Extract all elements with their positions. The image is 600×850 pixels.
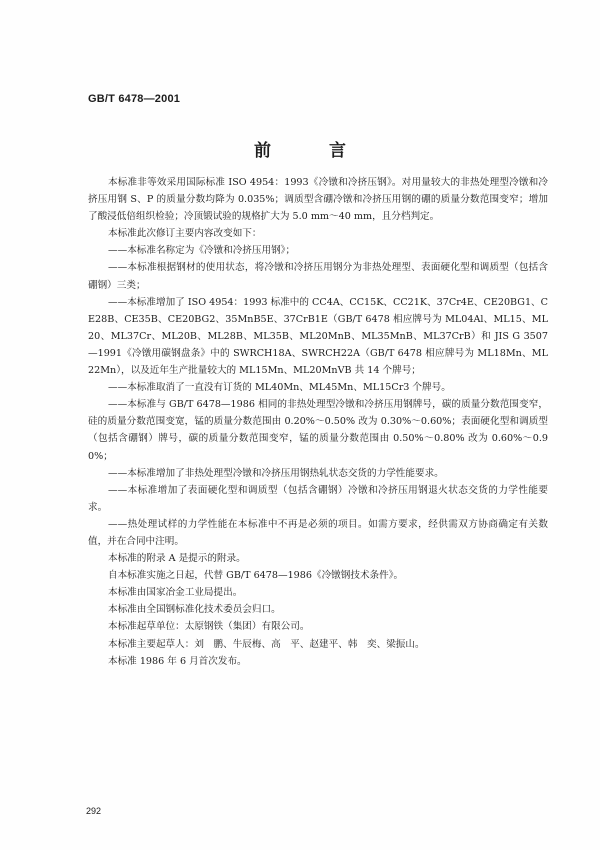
paragraph-item-added-grades: ——本标准增加了 ISO 4954：1993 标准中的 CC4A、CC15K、CC21K、37Cr4E、CE20BG1、CE28B、CE35B、CE20BG2、35MnB5E、37CrB1E（GB/T 6478 相应牌号为 ML04Al、ML15、ML20、ML37Cr、ML20B、ML28B、ML35B、ML20MnB、ML35MnB、ML37CrB）和 JIS G 3507—1991《冷镦用碳钢盘条》中的 SWRCH18A、SWRCH22A（GB/T 6478 相应牌号为 ML18Mn、ML22Mn），以及近年生产批量较大的 ML15Mn、ML20MnVB 共 14 个牌号； [88, 296, 548, 377]
foreword-body [88, 174, 548, 670]
paragraph-annex: 本标准的附录 A 是提示的附录。 [108, 553, 246, 565]
paragraph-drafters: 本标准主要起草人：刘 鹏、牛辰梅、高 平、赵建平、韩 奕、梁振山。 [108, 638, 425, 650]
paragraph-centralized-by: 本标准由全国钢标准化技术委员会归口。 [108, 604, 281, 616]
paragraph-drafting-unit: 本标准起草单位：太原钢铁（集团）有限公司。 [108, 621, 310, 633]
paragraph-item-composition: ——本标准与 GB/T 6478—1986 相同的非热处理型冷镦和冷挤压用钢牌号，碳的质量分数范围变窄，硅的质量分数范围变宽，锰的质量分数范围由 0.20%～0.50% 改为 0.30%～0.60%；表面硬化型和调质型（包括含硼钢）牌号，碳的质量分数范围变窄，锰的质量分数范围由 0.50%～0.80% 改为 0.60%～0.90%； [88, 399, 548, 462]
paragraph-item-heat-treated: ——热处理试样的力学性能在本标准中不再是必须的项目。如需方要求，经供需双方协商确定有关数值，并在合同中注明。 [88, 518, 548, 547]
paragraph-item-removed-grades: ——本标准取消了一直没有订货的 ML40Mn、ML45Mn、ML15Cr3 个牌号。 [108, 382, 451, 394]
page-title: 前 言 [254, 141, 372, 161]
paragraph-first-issued: 本标准 1986 年 6 月首次发布。 [108, 655, 247, 667]
paragraph-item-annealed: ——本标准增加了表面硬化型和调质型（包括含硼钢）冷镦和冷挤压用钢退火状态交货的力学性能要求。 [88, 484, 548, 513]
paragraph-item-hot-rolled: ——本标准增加了非热处理型冷镦和冷挤压用钢热轧状态交货的力学性能要求。 [108, 467, 444, 479]
paragraph-adoption: 本标准非等效采用国际标准 ISO 4954：1993《冷镦和冷挤压钢》。对用量较大的非热处理型冷镦和冷挤压用钢 S、P 的质量分数均降为 0.035%；调质型含硼冷镦和冷挤压用钢的硼的质量分数范围变窄；增加了酸浸低倍组织检验；冷顶锻试验的规格扩大为 5.0 mm～40 mm，且分档判定。 [88, 177, 548, 223]
standard-code-header: GB/T 6478—2001 [88, 93, 181, 105]
paragraph-item-classification: ——本标准根据钢材的使用状态，将冷镦和冷挤压用钢分为非热处理型、表面硬化型和调质型（包括含硼钢）三类； [88, 262, 548, 291]
paragraph-revision-intro: 本标准此次修订主要内容改变如下： [108, 228, 262, 240]
paragraph-proposed-by: 本标准由国家冶金工业局提出。 [108, 587, 243, 599]
page-number: 292 [86, 806, 102, 816]
paragraph-replaces: 自本标准实施之日起，代替 GB/T 6478—1986《冷镦钢技术条件》。 [108, 570, 404, 582]
paragraph-item-name: ——本标准名称定为《冷镦和冷挤压用钢》； [108, 245, 296, 257]
